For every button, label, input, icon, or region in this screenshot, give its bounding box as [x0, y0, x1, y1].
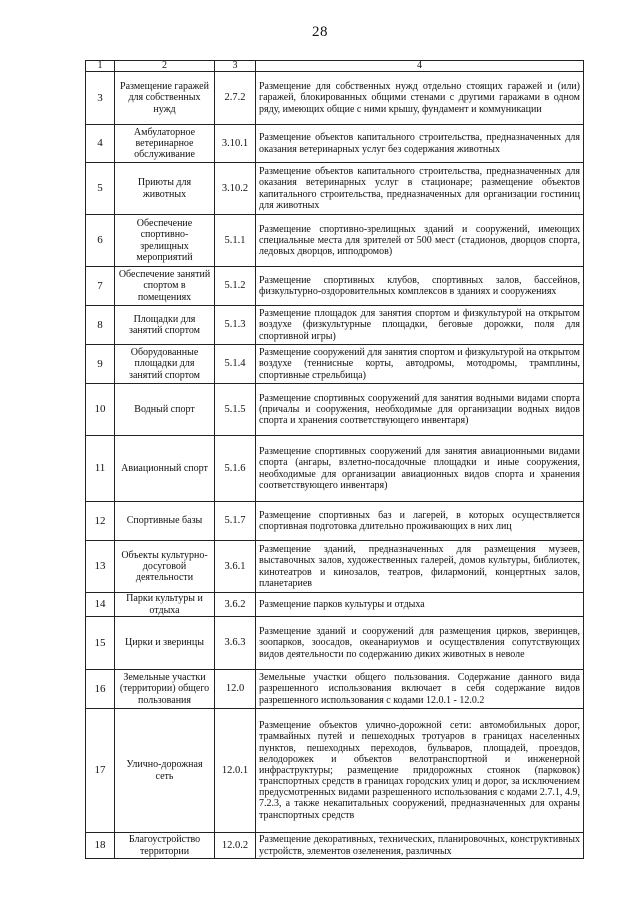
table-row	[86, 163, 584, 215]
row-use-code: 3.10.2	[215, 163, 256, 215]
row-use-name: Водный спорт	[115, 384, 215, 436]
table-row	[86, 384, 584, 436]
row-use-description: Размещение объектов капитального строительства, предназначенных для оказания ветеринарных услуг без содержания животных	[256, 125, 584, 163]
land-use-table	[85, 60, 584, 859]
row-use-code: 5.1.3	[215, 306, 256, 345]
row-use-description: Размещение сооружений для занятия спортом и физкультурой на открытом воздухе (теннисные корты, автодромы, мотодромы, трамплины, спортивные стрельбища)	[256, 345, 584, 384]
row-number: 17	[86, 709, 115, 833]
row-use-description: Размещение парков культуры и отдыха	[256, 593, 584, 617]
row-number: 6	[86, 215, 115, 267]
row-number: 12	[86, 502, 115, 541]
row-number: 9	[86, 345, 115, 384]
table-row	[86, 593, 584, 617]
row-use-code: 2.7.2	[215, 72, 256, 125]
row-use-name: Земельные участки (территории) общего пользования	[115, 670, 215, 709]
row-number: 14	[86, 593, 115, 617]
row-use-name: Обеспечение спортивно-зрелищных мероприятий	[115, 215, 215, 267]
row-use-code: 12.0.1	[215, 709, 256, 833]
row-use-code: 3.6.3	[215, 617, 256, 670]
row-use-code: 3.10.1	[215, 125, 256, 163]
row-use-name: Цирки и зверинцы	[115, 617, 215, 670]
row-use-description: Размещение спортивных сооружений для занятия водными видами спорта (причалы и сооружения, необходимые для организации водных видов спорта и хранения соответствующего инвентаря)	[256, 384, 584, 436]
row-use-code: 5.1.6	[215, 436, 256, 502]
table-row	[86, 833, 584, 859]
row-use-description: Размещение площадок для занятия спортом и физкультурой на открытом воздухе (физкультурные площадки, беговые дорожки, поля для спортивной игры)	[256, 306, 584, 345]
page-number: 28	[312, 24, 328, 40]
row-number: 11	[86, 436, 115, 502]
row-use-description: Размещение спортивных сооружений для занятия авиационными видами спорта (ангары, взлетно-посадочные площадки и иные сооружения, необходимые для организации авиационных видов спорта и хранения соответствующего инвентаря)	[256, 436, 584, 502]
row-use-name: Приюты для животных	[115, 163, 215, 215]
row-use-name: Объекты культурно-досуговой деятельности	[115, 541, 215, 593]
row-use-code: 5.1.1	[215, 215, 256, 267]
table-row	[86, 215, 584, 267]
row-number: 5	[86, 163, 115, 215]
table-row	[86, 345, 584, 384]
row-use-description: Размещение спортивных баз и лагерей, в которых осуществляется спортивная подготовка длительно проживающих в них лиц	[256, 502, 584, 541]
header-col-3: 3	[215, 61, 256, 72]
row-number: 7	[86, 267, 115, 306]
header-col-4: 4	[256, 61, 584, 72]
table-row	[86, 267, 584, 306]
row-use-name: Площадки для занятий спортом	[115, 306, 215, 345]
row-use-name: Размещение гаражей для собственных нужд	[115, 72, 215, 125]
table-header	[86, 61, 584, 72]
row-use-code: 5.1.2	[215, 267, 256, 306]
row-use-code: 12.0	[215, 670, 256, 709]
row-use-name: Спортивные базы	[115, 502, 215, 541]
row-number: 13	[86, 541, 115, 593]
row-use-name: Амбулаторное ветеринарное обслуживание	[115, 125, 215, 163]
row-number: 15	[86, 617, 115, 670]
row-use-description: Размещение зданий, предназначенных для размещения музеев, выставочных залов, художественных галерей, домов культуры, библиотек, кинотеатров и кинозалов, театров, филармоний, концертных залов, планетариев	[256, 541, 584, 593]
table-row	[86, 670, 584, 709]
row-use-name: Улично-дорожная сеть	[115, 709, 215, 833]
row-use-description: Земельные участки общего пользования. Содержание данного вида разрешенного использования включает в себя содержание видов разрешенного использования с кодами 12.0.1 - 12.0.2	[256, 670, 584, 709]
table-row	[86, 436, 584, 502]
row-use-description: Размещение объектов улично-дорожной сети: автомобильных дорог, трамвайных путей и пешеходных тротуаров в границах населенных пунктов, пешеходных переходов, бульваров, площадей, проездов, велодорожек и объектов велотранспортной и инженерной инфраструктуры; размещение придорожных стоянок (парковок) транспортных средств в границах городских улиц и дорог, за исключением предусмотренных видами разрешенного использования с кодами 2.7.1, 4.9, 7.2.3, а также некапитальных сооружений, предназначенных для охраны транспортных средств	[256, 709, 584, 833]
table-row	[86, 502, 584, 541]
row-use-description: Размещение декоративных, технических, планировочных, конструктивных устройств, элементов озеленения, различных	[256, 833, 584, 859]
table-body	[86, 72, 584, 859]
table-row	[86, 541, 584, 593]
row-use-code: 5.1.7	[215, 502, 256, 541]
row-use-description: Размещение для собственных нужд отдельно стоящих гаражей и (или) гаражей, блокированных общими стенами с другими гаражами в одном ряду, имеющих общие с ними крышу, фундамент и коммуникации	[256, 72, 584, 125]
row-use-name: Оборудованные площадки для занятий спортом	[115, 345, 215, 384]
row-use-code: 5.1.4	[215, 345, 256, 384]
row-use-name: Парки культуры и отдыха	[115, 593, 215, 617]
row-use-code: 3.6.1	[215, 541, 256, 593]
row-number: 10	[86, 384, 115, 436]
table-row	[86, 617, 584, 670]
row-number: 4	[86, 125, 115, 163]
row-use-name: Обеспечение занятий спортом в помещениях	[115, 267, 215, 306]
row-use-code: 12.0.2	[215, 833, 256, 859]
row-use-code: 5.1.5	[215, 384, 256, 436]
row-number: 3	[86, 72, 115, 125]
table-row	[86, 306, 584, 345]
row-use-name: Авиационный спорт	[115, 436, 215, 502]
header-col-2: 2	[115, 61, 215, 72]
row-use-description: Размещение спортивно-зрелищных зданий и сооружений, имеющих специальные места для зрителей от 500 мест (стадионов, дворцов спорта, ледовых дворцов, ипподромов)	[256, 215, 584, 267]
row-use-description: Размещение объектов капитального строительства, предназначенных для оказания ветеринарных услуг в стационаре; размещение объектов капитального строительства, предназначенных для организации гостиниц для животных	[256, 163, 584, 215]
row-use-code: 3.6.2	[215, 593, 256, 617]
row-use-name: Благоустройство территории	[115, 833, 215, 859]
table-row	[86, 125, 584, 163]
row-number: 18	[86, 833, 115, 859]
header-row	[86, 61, 584, 72]
row-number: 8	[86, 306, 115, 345]
table-row	[86, 709, 584, 833]
header-col-1: 1	[86, 61, 115, 72]
row-use-description: Размещение зданий и сооружений для размещения цирков, зверинцев, зоопарков, зоосадов, океанариумов и осуществления сопутствующих видов деятельности по содержанию диких животных в неволе	[256, 617, 584, 670]
table-row	[86, 72, 584, 125]
row-number: 16	[86, 670, 115, 709]
row-use-description: Размещение спортивных клубов, спортивных залов, бассейнов, физкультурно-оздоровительных комплексов в зданиях и сооружениях	[256, 267, 584, 306]
